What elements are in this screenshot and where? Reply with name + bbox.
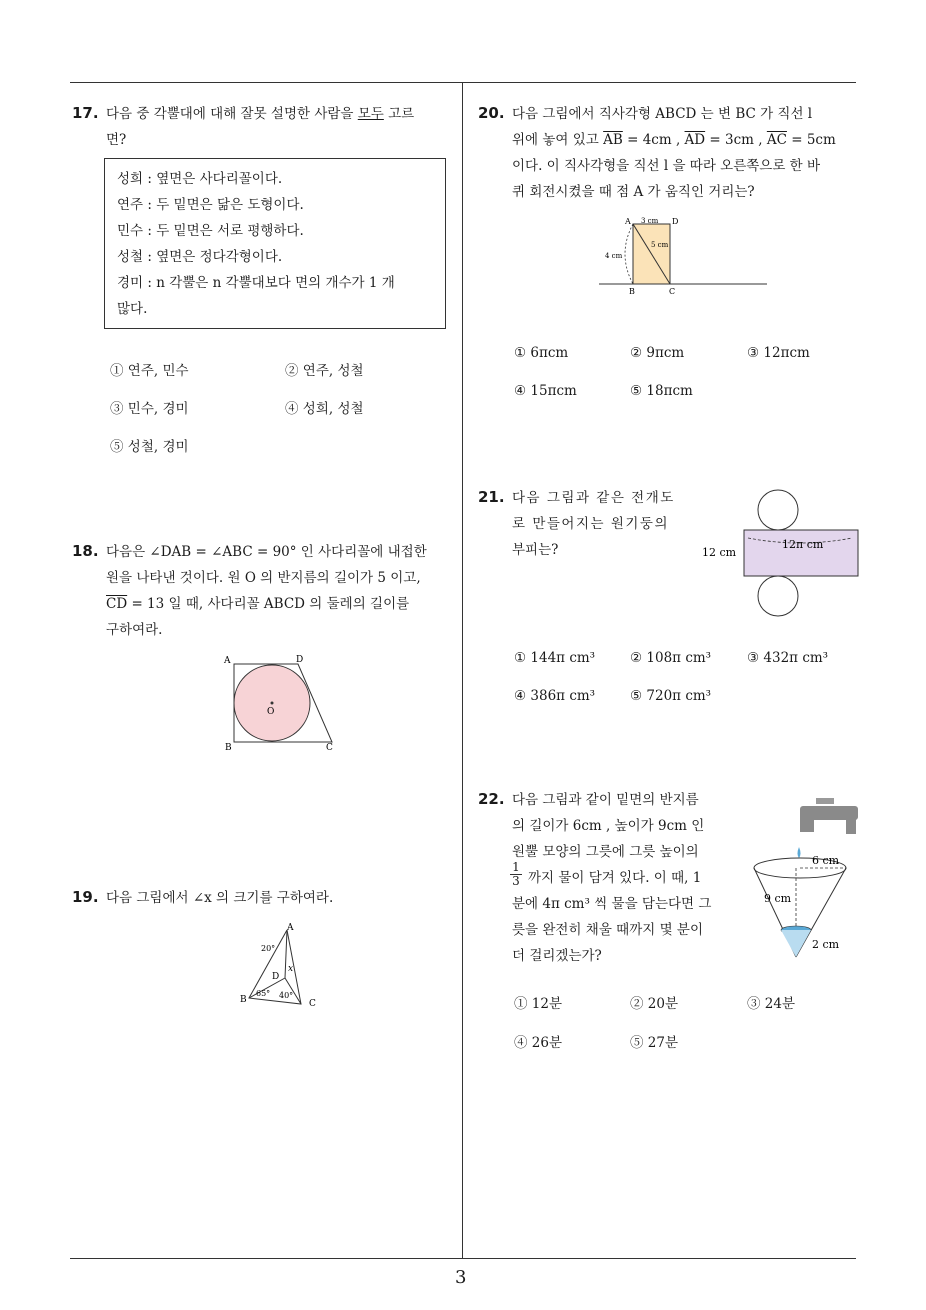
option-1[interactable]: ① 12분	[514, 996, 563, 1012]
cone-water-figure	[752, 792, 860, 962]
label-x: x	[288, 964, 294, 974]
question-text-part: 다음 중 각뿔대에 대해 잘못 설명한 사람을	[106, 106, 358, 122]
question-text-line: 릇을 완전히 채울 때까지 몇 분이	[512, 922, 703, 938]
angle-40: 40°	[279, 991, 294, 1000]
label-height: 12 cm	[702, 546, 737, 559]
option-1[interactable]: ① 144π cm³	[514, 650, 596, 666]
fraction-numerator: 1	[512, 860, 520, 874]
statement-line: 성희 : 옆면은 사다리꼴이다.	[117, 171, 283, 187]
question-text-part: = 5cm	[786, 132, 836, 148]
question-number: 20.	[478, 104, 505, 122]
question-text-line: 로 만들어지는 원기둥의	[512, 516, 669, 532]
question-text-line: 퀴 회전시켰을 때 점 A 가 움직인 거리는?	[512, 184, 755, 200]
question-text-line: 까지 물이 담겨 있다. 이 때, 1	[528, 870, 702, 886]
label-d: D	[272, 972, 280, 982]
question-text-line2: 면?	[106, 132, 127, 148]
emphasis-text: 모두	[357, 106, 384, 122]
question-text: 다음 그림에서 ∠x 의 크기를 구하여라.	[106, 890, 334, 906]
question-text-line: 다음 그림과 같은 전개도	[512, 490, 675, 506]
label-o: O	[267, 707, 275, 717]
label-diagonal: 5 cm	[651, 241, 669, 249]
question-text-line: 부피는?	[512, 542, 559, 558]
label-circumference: 12π cm	[782, 538, 824, 551]
column-divider	[462, 82, 463, 1258]
segment-label: $\overline{CD}$	[106, 596, 128, 612]
water-drop-icon	[798, 847, 801, 858]
label-c: C	[326, 743, 333, 753]
angle-65: 65°	[256, 989, 271, 998]
label-d: D	[296, 655, 304, 665]
top-rule	[70, 82, 856, 83]
option-4[interactable]: ④ 성희, 성철	[285, 401, 364, 417]
label-radius: 6 cm	[812, 854, 840, 867]
label-height: 4 cm	[605, 252, 623, 260]
question-text	[106, 101, 456, 127]
triangle-angle-figure	[235, 918, 325, 1010]
question-text-part: = 4cm ,	[622, 132, 685, 148]
label-b: B	[240, 995, 247, 1005]
option-5[interactable]: ⑤ 720π cm³	[630, 688, 712, 704]
question-number: 22.	[478, 790, 505, 808]
question-number: 21.	[478, 488, 505, 506]
fraction-denominator: 3	[510, 874, 522, 888]
label-a: A	[224, 656, 231, 666]
question-text-line: 의 길이가 6cm , 높이가 9cm 인	[512, 818, 705, 834]
question-text-line: 원뿔 모양의 그릇에 그릇 높이의	[512, 844, 699, 860]
question-text-line: 다음 그림에서 직사각형 ABCD 는 변 BC 가 직선 l	[512, 106, 813, 122]
segment-label: $\overline{AD}$	[684, 132, 706, 148]
trapezoid-circle-figure	[220, 650, 350, 755]
question-text-line: 분에 4π cm³ 씩 물을 담는다면 그	[512, 896, 712, 912]
option-2[interactable]: ② 108π cm³	[630, 650, 712, 666]
option-1[interactable]: ① 6πcm	[514, 345, 569, 361]
bottom-rule	[70, 1258, 856, 1259]
option-3[interactable]: ③ 12πcm	[747, 345, 810, 361]
question-number: 19.	[72, 888, 99, 906]
question-text-line: 다음은 ∠DAB = ∠ABC = 90° 인 사다리꼴에 내접한	[106, 544, 427, 560]
option-4[interactable]: ④ 386π cm³	[514, 688, 596, 704]
fraction-one-third	[510, 861, 522, 888]
question-number: 18.	[72, 542, 99, 560]
cylinder-net-figure	[700, 486, 865, 618]
question-number: 17.	[72, 104, 99, 122]
label-b: B	[629, 287, 635, 296]
option-5[interactable]: ⑤ 27분	[630, 1035, 679, 1051]
option-5[interactable]: ⑤ 성철, 경미	[110, 439, 189, 455]
question-text-part: = 3cm ,	[705, 132, 767, 148]
statement-line: 많다.	[117, 301, 148, 317]
segment-label: $\overline{AB}$	[603, 132, 623, 148]
page-number: 3	[455, 1267, 467, 1288]
statement-line: 성철 : 옆면은 정다각형이다.	[117, 249, 283, 265]
question-text-line: 다음 그림과 같이 밑면의 반지름	[512, 792, 699, 808]
question-text-part: 고르	[383, 106, 415, 122]
question-text-line: 구하여라.	[106, 622, 163, 638]
label-width: 3 cm	[641, 217, 659, 225]
rectangle-line-figure	[597, 212, 772, 297]
question-text-line: 이다. 이 직사각형을 직선 l 을 따라 오른쪽으로 한 바	[512, 158, 821, 174]
question-text-part: 위에 놓여 있고	[512, 132, 599, 148]
label-a: A	[625, 217, 631, 226]
label-c: C	[669, 287, 676, 296]
option-4[interactable]: ④ 26분	[514, 1035, 563, 1051]
option-3[interactable]: ③ 24분	[747, 996, 796, 1012]
faucet-icon	[816, 798, 834, 804]
label-height: 9 cm	[764, 892, 792, 905]
option-2[interactable]: ② 연주, 성철	[285, 363, 364, 379]
option-2[interactable]: ② 9πcm	[630, 345, 685, 361]
label-b: B	[225, 743, 232, 753]
question-text-line	[512, 127, 836, 153]
question-text-line: 원을 나타낸 것이다. 원 O 의 반지름의 길이가 5 이고,	[106, 570, 421, 586]
statement-line: 경미 : n 각뿔은 n 각뿔대보다 면의 개수가 1 개	[117, 275, 395, 291]
angle-20: 20°	[261, 944, 276, 953]
option-3[interactable]: ③ 432π cm³	[747, 650, 829, 666]
question-text-line: 더 걸리겠는가?	[512, 948, 602, 964]
option-1[interactable]: ① 연주, 민수	[110, 363, 189, 379]
option-3[interactable]: ③ 민수, 경미	[110, 401, 189, 417]
option-2[interactable]: ② 20분	[630, 996, 679, 1012]
segment-label: $\overline{AC}$	[766, 132, 787, 148]
label-water-radius: 2 cm	[812, 938, 840, 951]
option-4[interactable]: ④ 15πcm	[514, 383, 577, 399]
question-text-part: = 13 일 때, 사다리꼴 ABCD 의 둘레의 길이를	[131, 596, 410, 612]
label-a: A	[287, 923, 294, 933]
statement-box	[104, 158, 446, 329]
statement-line: 민수 : 두 밑면은 서로 평행하다.	[117, 223, 304, 239]
label-d: D	[672, 217, 679, 226]
question-text-line	[106, 591, 409, 617]
label-c: C	[309, 999, 316, 1009]
statement-line: 연주 : 두 밑면은 닮은 도형이다.	[117, 197, 304, 213]
option-5[interactable]: ⑤ 18πcm	[630, 383, 693, 399]
